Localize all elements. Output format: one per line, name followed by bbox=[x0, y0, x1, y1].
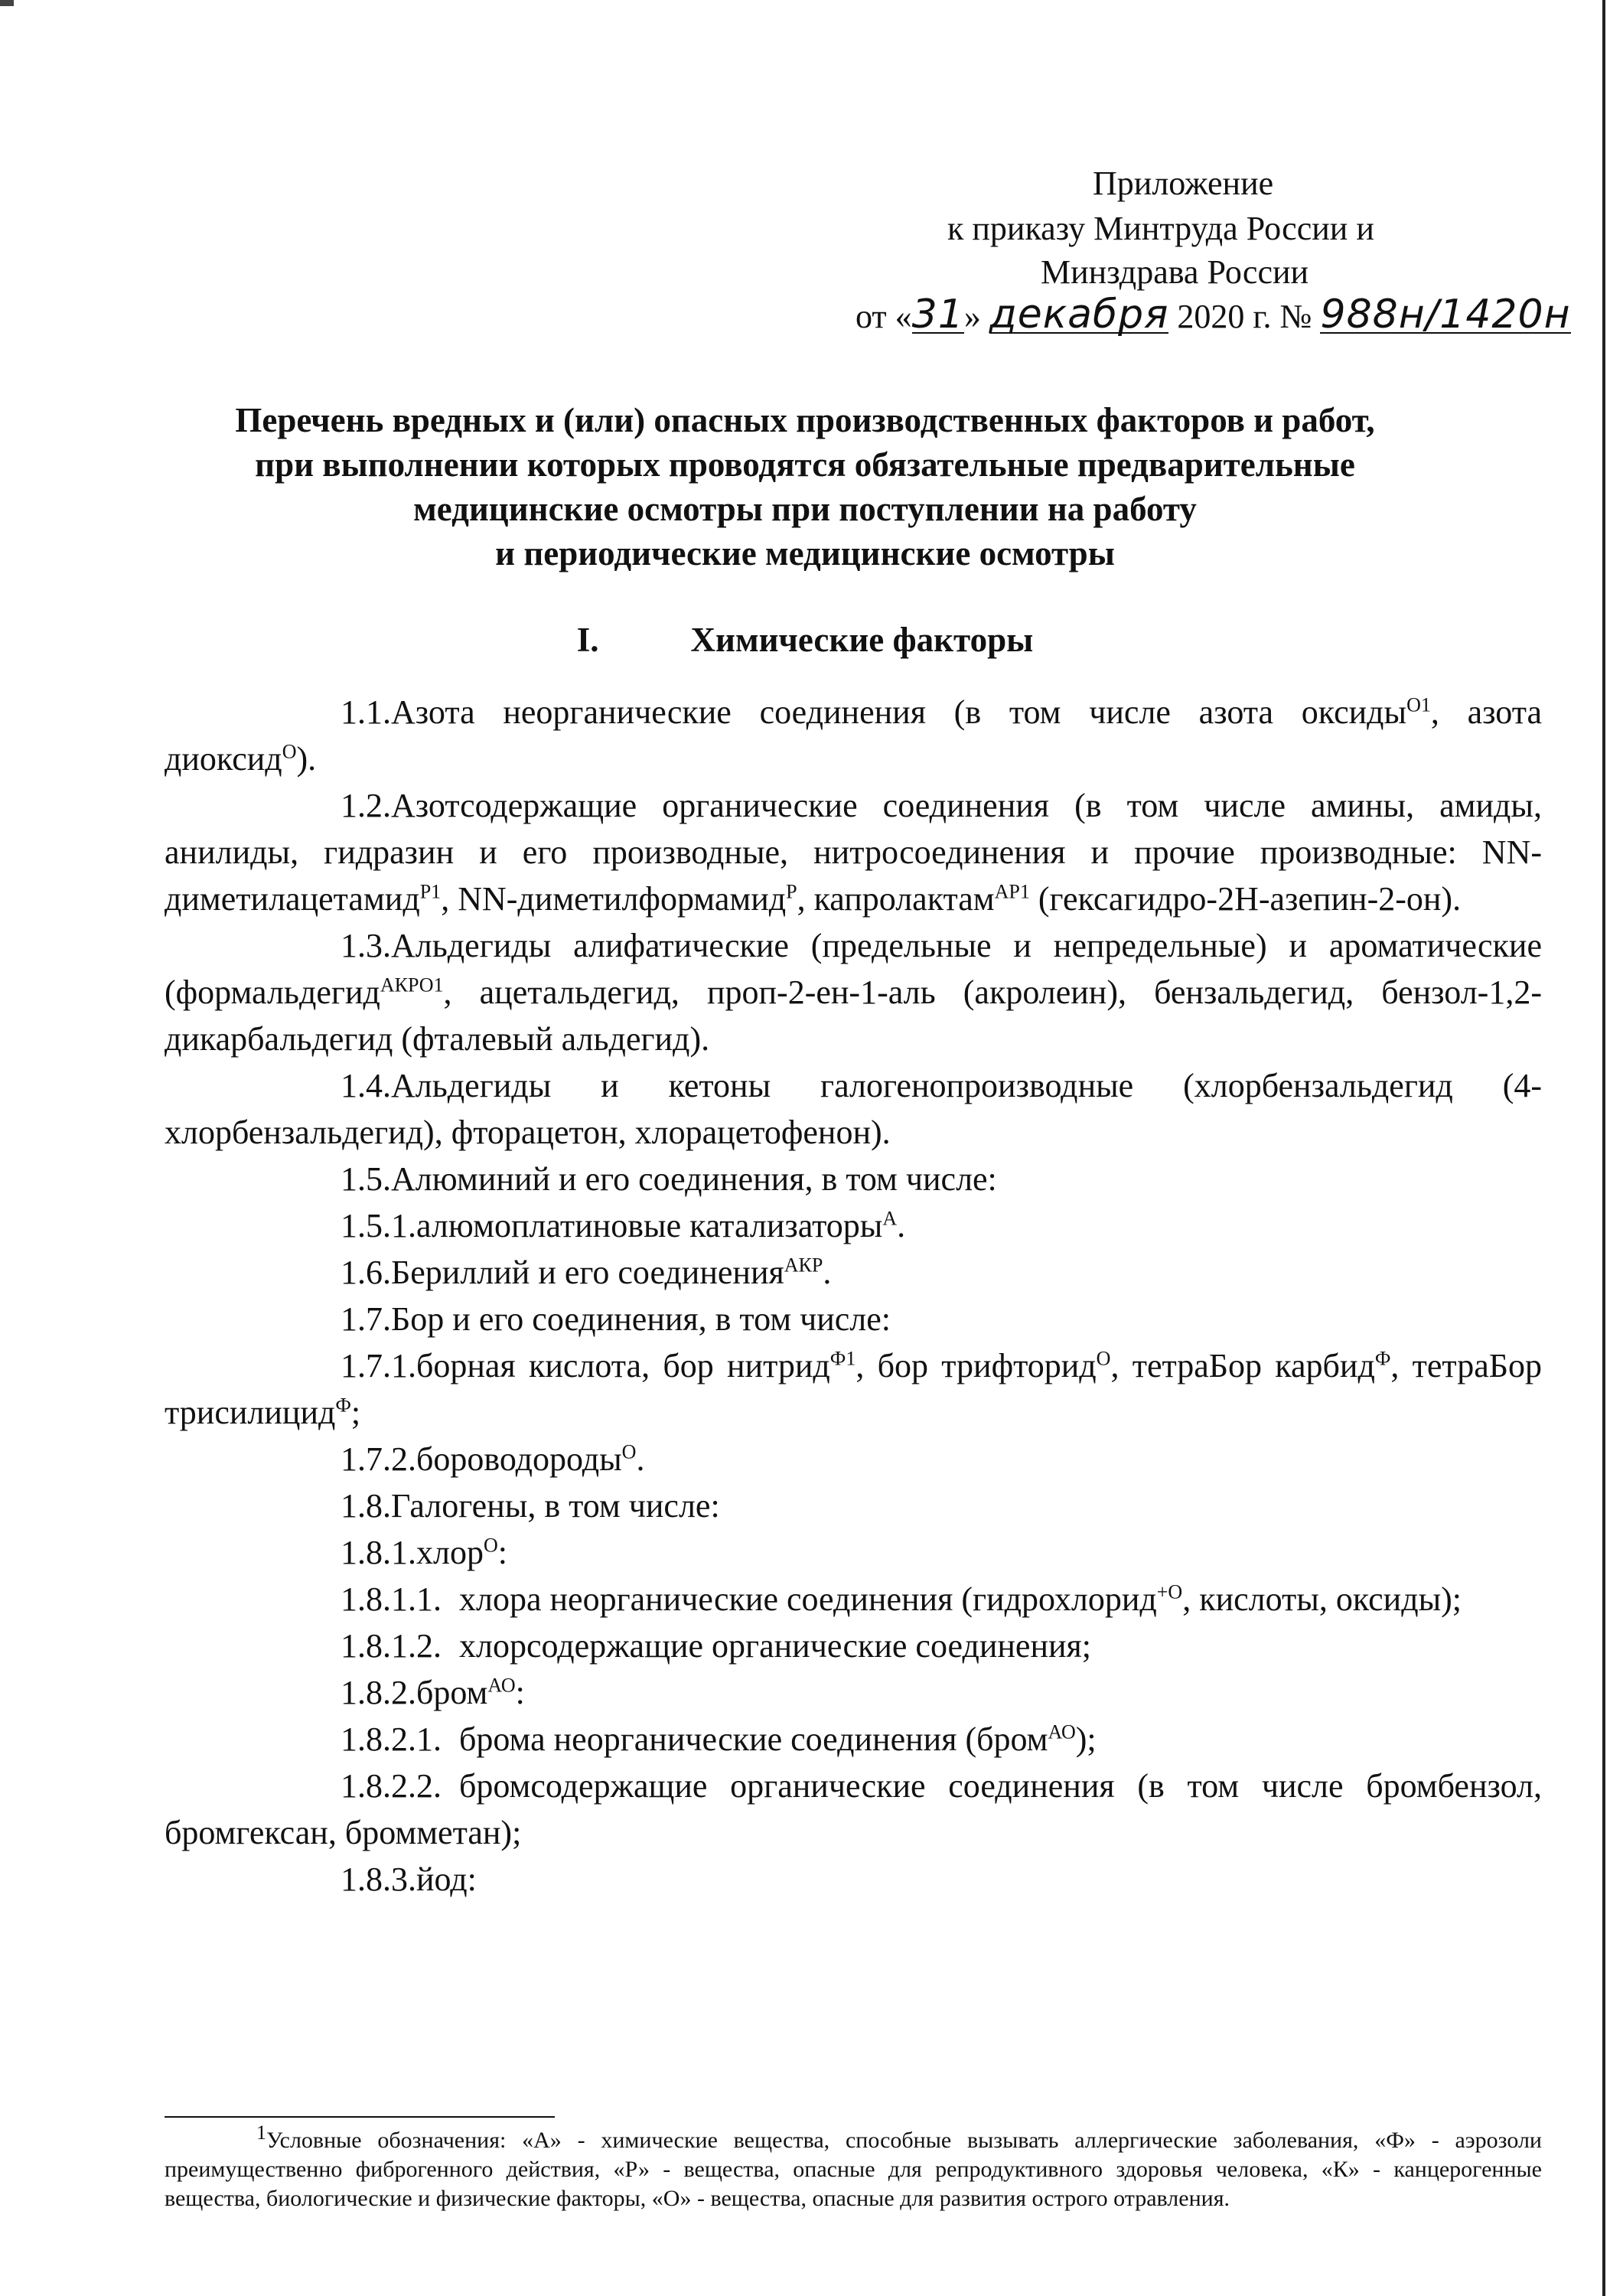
item-superscript: +О bbox=[1156, 1580, 1183, 1603]
list-item bbox=[165, 689, 1542, 782]
item-number: 1.6. bbox=[341, 1254, 391, 1291]
item-superscript: АО bbox=[1048, 1720, 1076, 1743]
item-text: Бор и его соединения, в том числе: bbox=[391, 1300, 891, 1338]
item-number: 1.5.1. bbox=[341, 1207, 416, 1244]
item-text: борная кислота, бор нитрид bbox=[416, 1347, 830, 1384]
item-number: 1.4. bbox=[341, 1067, 391, 1104]
footnote-mark: 1 bbox=[256, 2122, 266, 2144]
item-superscript: О bbox=[621, 1440, 637, 1463]
list-item bbox=[165, 1716, 1542, 1763]
item-superscript: АО bbox=[487, 1674, 516, 1697]
section-title: Химические факторы bbox=[690, 621, 1034, 659]
item-number: 1.8. bbox=[341, 1487, 391, 1525]
item-text: Альдегиды алифатические (предельные и непредельные) и ароматические (формальдегид bbox=[165, 927, 1542, 1011]
item-number: 1.7.1. bbox=[341, 1347, 416, 1384]
item-number: 1.3. bbox=[341, 927, 391, 964]
list-item bbox=[165, 1856, 1542, 1903]
item-superscript: АКР bbox=[784, 1254, 823, 1277]
list-item bbox=[165, 922, 1542, 1062]
item-text: алюмоплатиновые катализаторы bbox=[416, 1207, 883, 1244]
item-superscript: О bbox=[483, 1534, 498, 1557]
list-item bbox=[165, 1156, 1542, 1202]
handwritten-day: 31 bbox=[911, 292, 964, 338]
list-item bbox=[165, 1202, 1542, 1249]
appendix-line-2: к приказу Минтруда России и bbox=[947, 210, 1374, 247]
item-superscript: О bbox=[1096, 1347, 1111, 1370]
section-heading bbox=[0, 620, 1610, 660]
list-item bbox=[165, 1482, 1542, 1529]
item-text: , NN-диметилформамид bbox=[441, 880, 787, 918]
title-line-1: Перечень вредных и (или) опасных производственных факторов и работ, bbox=[235, 401, 1375, 439]
list-item bbox=[165, 1529, 1542, 1576]
item-number: 1.8.3. bbox=[341, 1861, 416, 1898]
item-text: хлор bbox=[416, 1534, 484, 1571]
list-item bbox=[165, 1249, 1542, 1296]
item-superscript: Ф bbox=[335, 1394, 351, 1417]
item-text: . bbox=[897, 1207, 906, 1244]
list-item bbox=[165, 782, 1542, 922]
order-date-line bbox=[856, 292, 1571, 338]
item-text: , бор трифторид bbox=[856, 1347, 1097, 1384]
item-text: Бериллий и его соединения bbox=[391, 1254, 784, 1291]
handwritten-order-number: 988н/1420н bbox=[1320, 292, 1571, 338]
item-text: Альдегиды и кетоны галогенопроизводные (хлорбензальдегид (4-хлорбензальдегид), фторацетон, хлорацетофенон). bbox=[165, 1067, 1542, 1151]
item-text: бороводороды bbox=[416, 1440, 622, 1478]
section-number: I. bbox=[576, 621, 599, 659]
item-text: , капролактам bbox=[797, 880, 995, 918]
item-text: ; bbox=[350, 1394, 361, 1431]
item-text: : bbox=[515, 1674, 525, 1711]
item-text: Алюминий и его соединения, в том числе: bbox=[391, 1160, 997, 1198]
item-number: 1.7.2. bbox=[341, 1440, 416, 1478]
item-text: (гексагидро-2Н-азепин-2-он). bbox=[1029, 880, 1462, 918]
footnote-separator bbox=[165, 2116, 555, 2118]
item-text: , тетраБор карбид bbox=[1110, 1347, 1375, 1384]
item-superscript: О bbox=[282, 740, 297, 763]
list-item bbox=[165, 1062, 1542, 1156]
item-text: бромсодержащие органические соединения (в том числе бромбензол, бромгексан, бромметан); bbox=[165, 1767, 1542, 1851]
title-line-2: при выполнении которых проводятся обязательные предварительные bbox=[255, 445, 1355, 484]
item-superscript: Ф bbox=[1374, 1347, 1391, 1370]
item-number: 1.7. bbox=[341, 1300, 391, 1338]
item-text: бром bbox=[416, 1674, 488, 1711]
item-number: 1.5. bbox=[341, 1160, 391, 1198]
item-number: 1.8.1. bbox=[341, 1534, 416, 1571]
list-item bbox=[165, 1436, 1542, 1482]
list-item bbox=[165, 1623, 1542, 1669]
item-text: йод: bbox=[416, 1861, 477, 1898]
list-item bbox=[165, 1576, 1542, 1623]
list-item bbox=[165, 1296, 1542, 1342]
item-number: 1.8.2.2. bbox=[341, 1767, 442, 1805]
order-year: 2020 г. № bbox=[1177, 298, 1312, 335]
item-superscript: АР1 bbox=[994, 880, 1030, 903]
document-title bbox=[0, 398, 1610, 576]
item-text: . bbox=[823, 1254, 832, 1291]
item-text: , азота диоксид bbox=[165, 693, 1542, 778]
item-text: : bbox=[497, 1534, 507, 1571]
title-line-3: медицинские осмотры при поступлении на работу bbox=[413, 490, 1197, 528]
date-prefix: от « bbox=[856, 298, 912, 335]
item-superscript: А bbox=[882, 1207, 898, 1230]
footnote-text: Условные обозначения: «А» - химические вещества, способные вызывать аллергические заболевания, «Ф» - аэрозоли преимущественно фиброгенного действия, «Р» - вещества, опасные для репродуктивного здоровья человека, «К» - канцерогенные вещества, биологические и физические факторы, «О» - вещества, опасные для развития острого отравления. bbox=[165, 2128, 1542, 2211]
item-text: хлора неорганические соединения (гидрохлорид bbox=[459, 1580, 1157, 1618]
handwritten-month: декабря bbox=[989, 292, 1169, 338]
item-superscript: О1 bbox=[1406, 693, 1431, 716]
item-text: ); bbox=[1075, 1720, 1097, 1758]
item-text: Азотсодержащие органические соединения (в том числе амины, амиды, анилиды, гидразин и его производные, нитросоединения и прочие производные: NN-диметилацетамид bbox=[165, 787, 1542, 918]
item-number: 1.2. bbox=[341, 787, 391, 824]
item-text: Азота неорганические соединения (в том числе азота оксиды bbox=[391, 693, 1407, 731]
item-number: 1.8.2.1. bbox=[341, 1720, 442, 1758]
list-item bbox=[165, 1763, 1542, 1856]
item-superscript: Р bbox=[786, 880, 797, 903]
item-text: , кислоты, оксиды); bbox=[1182, 1580, 1462, 1618]
item-text: брома неорганические соединения (бром bbox=[459, 1720, 1048, 1758]
item-text: Галогены, в том числе: bbox=[391, 1487, 720, 1525]
list-item bbox=[165, 1342, 1542, 1436]
date-mid: » bbox=[963, 298, 981, 335]
item-number: 1.8.2. bbox=[341, 1674, 416, 1711]
item-text: , ацетальдегид, проп-2-ен-1-аль (акролеин), бензальдегид, бензол-1,2-дикарбальдегид (фталевый альдегид). bbox=[165, 974, 1542, 1058]
document-body bbox=[165, 689, 1542, 1903]
item-number: 1.1. bbox=[341, 693, 391, 731]
item-text: ). bbox=[296, 740, 317, 778]
footnote bbox=[165, 2122, 1542, 2213]
title-line-4: и периодические медицинские осмотры bbox=[495, 534, 1115, 572]
item-superscript: АКРО1 bbox=[380, 974, 444, 996]
list-item bbox=[165, 1669, 1542, 1716]
item-number: 1.8.1.1. bbox=[341, 1580, 442, 1618]
item-text: . bbox=[636, 1440, 645, 1478]
item-text: хлорсодержащие органические соединения; bbox=[459, 1627, 1092, 1665]
item-superscript: Ф1 bbox=[829, 1347, 856, 1370]
appendix-header bbox=[0, 0, 1610, 367]
item-superscript: Р1 bbox=[419, 880, 442, 903]
appendix-line-1: Приложение bbox=[1093, 165, 1274, 202]
item-text: , тетраБор трисилицид bbox=[165, 1347, 1542, 1431]
appendix-line-3: Минздрава России bbox=[1041, 253, 1309, 291]
item-number: 1.8.1.2. bbox=[341, 1627, 442, 1665]
